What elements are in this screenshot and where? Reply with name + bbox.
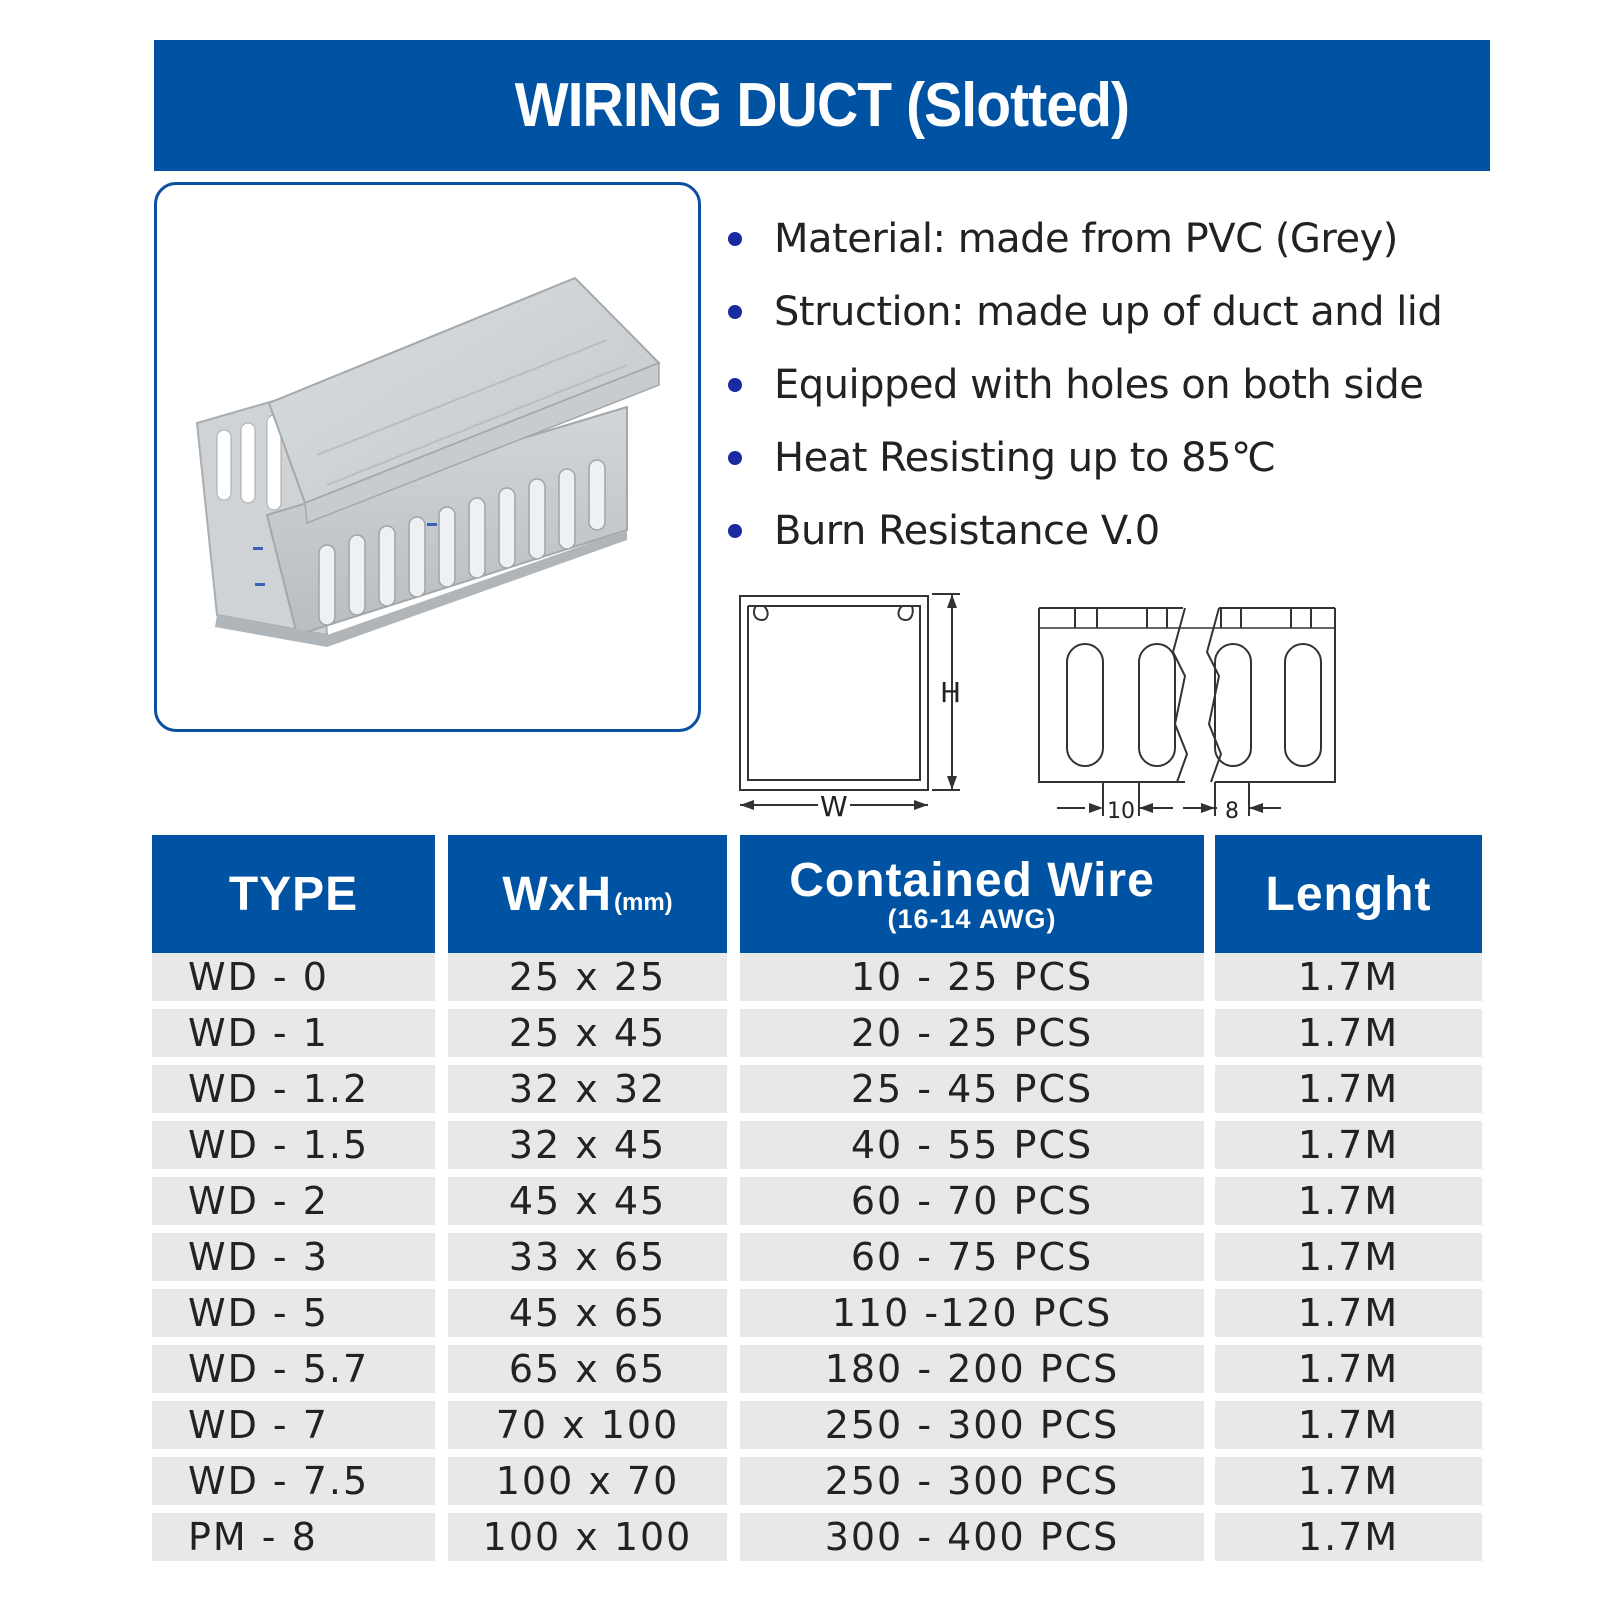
width-dimension-label: W <box>820 790 848 823</box>
cell-type: WD - 5.7 <box>152 1345 435 1393</box>
feature-list <box>722 202 1482 567</box>
bullet-dot <box>728 305 742 319</box>
feature-structure: Struction: made up of duct and lid <box>722 275 1482 348</box>
table-row <box>152 1121 1482 1169</box>
slot-pitch-label: 10 <box>1107 799 1135 824</box>
cell-type: WD - 2 <box>152 1177 435 1225</box>
cell-size: 65 x 65 <box>448 1345 727 1393</box>
cell-length: 1.7M <box>1215 1233 1482 1281</box>
slot-width-label: 8 <box>1225 799 1239 824</box>
cell-wire: 25 - 45 PCS <box>740 1065 1204 1113</box>
table-row <box>152 1345 1482 1393</box>
cell-size: 32 x 45 <box>448 1121 727 1169</box>
cell-size: 70 x 100 <box>448 1401 727 1449</box>
table-row <box>152 1233 1482 1281</box>
cell-length: 1.7M <box>1215 1065 1482 1113</box>
feature-burn: Burn Resistance V.0 <box>722 494 1482 567</box>
cell-size: 25 x 45 <box>448 1009 727 1057</box>
table-row <box>152 1065 1482 1113</box>
cell-wire: 60 - 70 PCS <box>740 1177 1204 1225</box>
header-size: WxH (mm) <box>448 835 727 953</box>
cell-type: WD - 5 <box>152 1289 435 1337</box>
cell-length: 1.7M <box>1215 1009 1482 1057</box>
cell-type: WD - 0 <box>152 953 435 1001</box>
cell-length: 1.7M <box>1215 1121 1482 1169</box>
height-dimension-label: H <box>940 676 962 709</box>
cell-type: PM - 8 <box>152 1513 435 1561</box>
cell-size: 100 x 100 <box>448 1513 727 1561</box>
cell-type: WD - 1 <box>152 1009 435 1057</box>
feature-holes: Equipped with holes on both side <box>722 348 1482 421</box>
cell-wire: 20 - 25 PCS <box>740 1009 1204 1057</box>
product-photo-frame <box>154 182 701 732</box>
table-row <box>152 1177 1482 1225</box>
table-row <box>152 953 1482 1001</box>
cell-wire: 60 - 75 PCS <box>740 1233 1204 1281</box>
spec-table <box>152 835 1482 1559</box>
cell-type: WD - 1.5 <box>152 1121 435 1169</box>
table-row <box>152 1401 1482 1449</box>
cell-size: 45 x 65 <box>448 1289 727 1337</box>
header-type: TYPE <box>152 835 435 953</box>
cell-length: 1.7M <box>1215 1289 1482 1337</box>
slot-profile-diagram <box>1035 604 1345 834</box>
cross-section-diagram <box>736 590 976 830</box>
bullet-dot <box>728 378 742 392</box>
cell-type: WD - 7.5 <box>152 1457 435 1505</box>
cell-size: 100 x 70 <box>448 1457 727 1505</box>
cell-wire: 110 -120 PCS <box>740 1289 1204 1337</box>
cell-size: 45 x 45 <box>448 1177 727 1225</box>
bullet-dot <box>728 451 742 465</box>
title-banner <box>154 40 1490 171</box>
cell-wire: 40 - 55 PCS <box>740 1121 1204 1169</box>
cell-wire: 250 - 300 PCS <box>740 1401 1204 1449</box>
cell-length: 1.7M <box>1215 1457 1482 1505</box>
cell-length: 1.7M <box>1215 1177 1482 1225</box>
header-contained-wire: Contained Wire (16-14 AWG) <box>740 835 1204 953</box>
cell-length: 1.7M <box>1215 1401 1482 1449</box>
table-header <box>152 835 1482 953</box>
cell-size: 33 x 65 <box>448 1233 727 1281</box>
cell-wire: 180 - 200 PCS <box>740 1345 1204 1393</box>
cell-type: WD - 7 <box>152 1401 435 1449</box>
cell-wire: 300 - 400 PCS <box>740 1513 1204 1561</box>
bullet-dot <box>728 524 742 538</box>
cell-type: WD - 3 <box>152 1233 435 1281</box>
cell-size: 25 x 25 <box>448 953 727 1001</box>
cell-size: 32 x 32 <box>448 1065 727 1113</box>
feature-heat: Heat Resisting up to 85℃ <box>722 421 1482 494</box>
cell-length: 1.7M <box>1215 1345 1482 1393</box>
cell-length: 1.7M <box>1215 1513 1482 1561</box>
cell-wire: 250 - 300 PCS <box>740 1457 1204 1505</box>
cell-length: 1.7M <box>1215 953 1482 1001</box>
cell-type: WD - 1.2 <box>152 1065 435 1113</box>
cell-wire: 10 - 25 PCS <box>740 953 1204 1001</box>
table-row <box>152 1457 1482 1505</box>
wiring-duct-illustration <box>157 185 701 732</box>
feature-material: Material: made from PVC (Grey) <box>722 202 1482 275</box>
page-title: WIRING DUCT (Slotted) <box>514 71 1130 140</box>
header-length: Lenght <box>1215 835 1482 953</box>
table-row <box>152 1009 1482 1057</box>
bullet-dot <box>728 232 742 246</box>
table-row <box>152 1289 1482 1337</box>
table-row <box>152 1513 1482 1561</box>
